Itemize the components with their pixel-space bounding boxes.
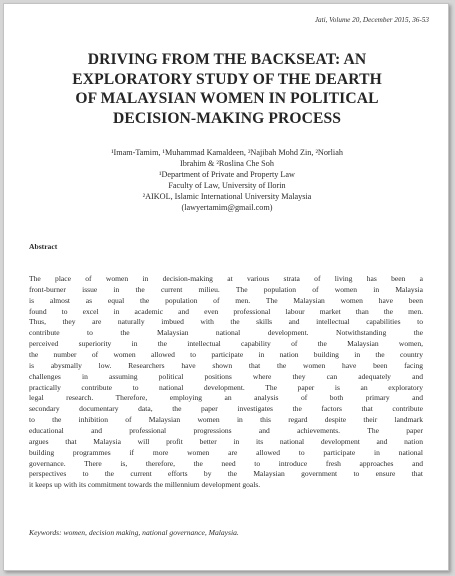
abstract-line: to the inhibition of Malaysian women in this regard despite their landmark bbox=[29, 415, 423, 425]
keywords-line: Keywords: women, decision making, national governance, Malaysia. bbox=[29, 528, 239, 537]
abstract-line: legal research. Therefore, employing an analysis of both primary and bbox=[29, 393, 423, 403]
author-email: (lawyertamim@gmail.com) bbox=[181, 202, 273, 212]
author-names-line: ¹Imam-Tamim, ¹Muhammad Kamaldeen, ²Najibah Mohd Zin, ²Norliah bbox=[111, 148, 343, 157]
title-line: DRIVING FROM THE BACKSEAT: AN bbox=[87, 51, 367, 68]
abstract-line: perspectives to the current efforts by the Malaysian government to ensure that bbox=[29, 469, 423, 479]
abstract-line: Thus, they are naturally imbued with the skills and intellectual capabilities to bbox=[29, 317, 423, 327]
abstract-line: perceived superiority in the intellectual capability of the Malaysian women, bbox=[29, 339, 423, 349]
abstract-line: it keeps up with its commitment towards the millennium development goals. bbox=[29, 480, 261, 490]
abstract-line: building programmes if more women are allowed to participate in national bbox=[29, 447, 423, 457]
author-names-line: Ibrahim & ²Roslina Che Soh bbox=[180, 158, 274, 168]
title-line: DECISION-MAKING PROCESS bbox=[112, 109, 341, 127]
abstract-line: challenges in assuming political positions where they can adequately and bbox=[29, 371, 423, 381]
author-block bbox=[64, 148, 390, 213]
title-line: OF MALAYSIAN WOMEN IN POLITICAL bbox=[75, 90, 379, 108]
title-line: EXPLORATORY STUDY OF THE DEARTH bbox=[72, 70, 382, 88]
abstract-line: is almost as equal the population of men. The Malaysian women have been bbox=[29, 295, 423, 305]
paper-title bbox=[34, 50, 420, 128]
abstract-line: educational and professional progressions and achievements. The paper bbox=[29, 426, 423, 436]
abstract-line: governance. There is, therefore, the need to introduce fresh approaches and bbox=[29, 458, 423, 468]
abstract-line: The place of women in decision-making at various strata of living has been a bbox=[29, 274, 423, 283]
abstract-line: is abysmally low. Researchers have shown that the women have been facing bbox=[29, 360, 423, 370]
affiliation-line: Faculty of Law, University of Ilorin bbox=[168, 180, 286, 190]
abstract-heading: Abstract bbox=[29, 242, 58, 251]
abstract-line: found to excel in academic and even professional labour market than the men. bbox=[29, 306, 423, 316]
abstract-body bbox=[29, 274, 423, 491]
abstract-line: practically contribute to national development. The paper is an exploratory bbox=[29, 382, 423, 392]
affiliation-line: ²AIKOL, Islamic International University Malaysia bbox=[142, 191, 312, 201]
journal-reference: Jati, Volume 20, December 2015, 36-53 bbox=[314, 16, 429, 24]
paper-page bbox=[3, 3, 449, 571]
abstract-line: the number of women allowed to participate in nation building in the country bbox=[29, 350, 423, 360]
abstract-line: contribute to the Malaysian national development. Notwithstanding the bbox=[29, 328, 423, 338]
affiliation-line: ¹Department of Private and Property Law bbox=[159, 169, 295, 179]
abstract-line: front-burner issue in the current milieu. The population of women in Malaysia bbox=[29, 284, 423, 294]
abstract-line: argues that Malaysia will profit better in its national development and nation bbox=[29, 436, 423, 446]
abstract-line: secondary documentary data, the paper investigates the factors that contribute bbox=[29, 404, 423, 414]
